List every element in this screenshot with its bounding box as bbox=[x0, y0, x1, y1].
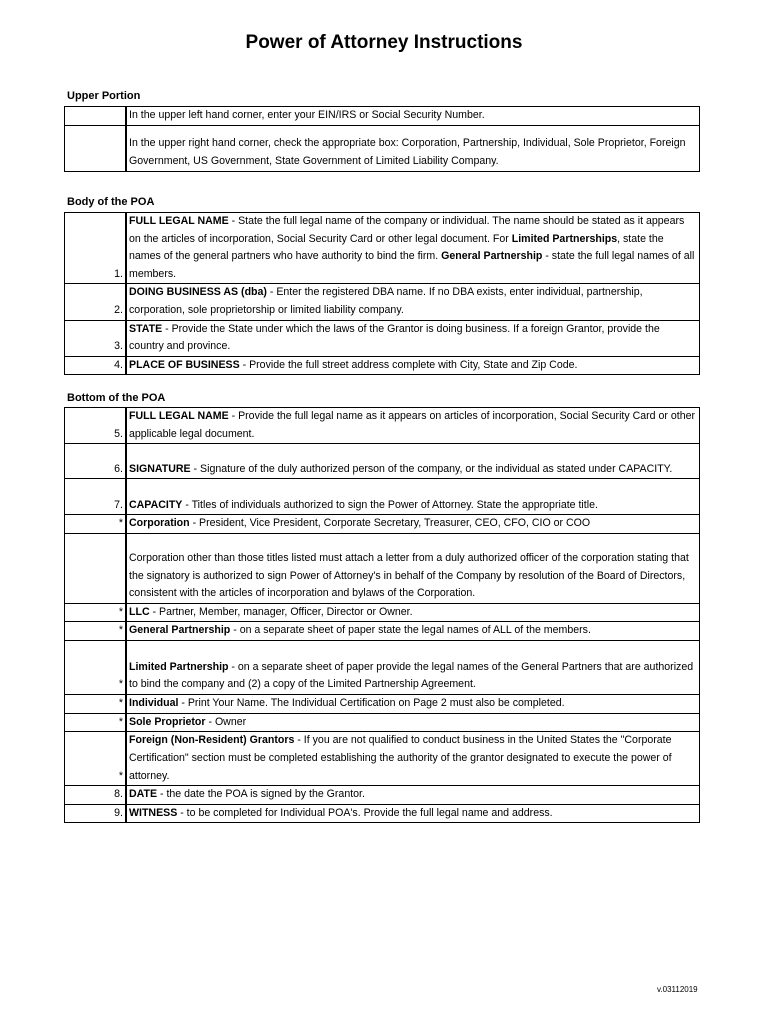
row-text bbox=[126, 603, 700, 622]
section-label-bottom: Bottom of the POA bbox=[67, 392, 166, 404]
bold-term: CAPACITY bbox=[129, 498, 183, 511]
bold-term: FULL LEGAL NAME bbox=[129, 410, 229, 422]
bold-term: General Partnership bbox=[441, 250, 543, 263]
bold-term: General Partnership bbox=[129, 624, 231, 637]
text-span: - the date the POA is signed by the Grantor. bbox=[157, 788, 365, 801]
table-row bbox=[65, 533, 700, 603]
table-row bbox=[65, 786, 700, 805]
table-row bbox=[65, 444, 700, 479]
row-number: 3. bbox=[65, 320, 127, 356]
text-span: - Provide the full street address complete with City, State and Zip Code. bbox=[239, 358, 578, 371]
table-row bbox=[65, 732, 700, 786]
bold-term: Limited Partnerships bbox=[511, 232, 618, 245]
text-span: In the upper left hand corner, enter your EIN/IRS or Social Security Number. bbox=[129, 109, 485, 121]
upper-portion-table bbox=[64, 106, 700, 172]
row-text bbox=[126, 515, 700, 534]
row-number: * bbox=[65, 640, 127, 694]
row-number: 7. bbox=[65, 479, 127, 515]
text-span: - If you are not qualified to conduct business in the United States the "Corporate Certification" section must be completed establishing the authority of the grantor designated to execute the power of attorney. bbox=[129, 734, 672, 782]
bottom-table bbox=[64, 407, 700, 823]
bold-term: SIGNATURE bbox=[129, 462, 191, 475]
row-text bbox=[126, 786, 700, 805]
text-span: - on a separate sheet of paper state the legal names of ALL of the members. bbox=[230, 624, 591, 637]
text-span: - on a separate sheet of paper provide the legal names of the General Partners that are authorized to bind the company and (2) a copy of the Limited Partnership Agreement. bbox=[129, 660, 694, 691]
bold-term: PLACE OF BUSINESS bbox=[129, 358, 240, 371]
bold-term: FULL LEGAL NAME bbox=[129, 215, 229, 227]
row-text bbox=[126, 640, 700, 694]
row-text bbox=[126, 408, 700, 444]
table-row bbox=[65, 479, 700, 515]
row-number: * bbox=[65, 603, 127, 622]
page-title: Power of Attorney Instructions bbox=[245, 32, 523, 53]
text-span: - State the full legal name of the company or individual. The name should be stated as it appears on the articles of incorporation, Social Security Card or other legal document. For bbox=[129, 215, 685, 245]
table-row bbox=[65, 320, 700, 356]
text-span: - Partner, Member, manager, Officer, Director or Owner. bbox=[149, 605, 413, 618]
text-span: - Enter the registered DBA name. If no DBA exists, enter individual, partnership, corporation, sole proprietorship or limited liability company. bbox=[129, 286, 643, 316]
table-row bbox=[65, 640, 700, 694]
row-number bbox=[65, 533, 127, 603]
row-text bbox=[126, 713, 700, 732]
text-span: - President, Vice President, Corporate Secretary, Treasurer, CEO, CFO, CIO or COO bbox=[189, 517, 591, 530]
row-text bbox=[126, 804, 700, 823]
row-number: 4. bbox=[65, 356, 127, 375]
row-number: * bbox=[65, 694, 127, 713]
row-number: * bbox=[65, 515, 127, 534]
bold-term: Sole Proprietor bbox=[129, 715, 206, 728]
table-row bbox=[65, 107, 700, 126]
row-number: * bbox=[65, 713, 127, 732]
row-number bbox=[65, 107, 127, 126]
row-number: 8. bbox=[65, 786, 127, 805]
bold-term: DOING BUSINESS AS (dba) bbox=[129, 286, 267, 299]
row-text bbox=[126, 622, 700, 641]
row-number: 2. bbox=[65, 284, 127, 320]
row-text bbox=[126, 213, 700, 284]
bold-term: WITNESS bbox=[129, 806, 178, 819]
row-text bbox=[126, 444, 700, 479]
table-row bbox=[65, 356, 700, 375]
table-row bbox=[65, 713, 700, 732]
table-row bbox=[65, 515, 700, 534]
bold-term: Individual bbox=[129, 696, 179, 709]
row-number: 1. bbox=[65, 213, 127, 284]
row-text bbox=[126, 732, 700, 786]
section-label-upper: Upper Portion bbox=[67, 90, 141, 102]
text-span: - Print Your Name. The Individual Certification on Page 2 must also be completed. bbox=[178, 696, 565, 709]
row-number: * bbox=[65, 732, 127, 786]
text-span: - Provide the State under which the laws of the Grantor is doing business. If a foreign Grantor, provide the country and province. bbox=[129, 322, 660, 353]
table-row bbox=[65, 284, 700, 320]
table-row bbox=[65, 622, 700, 641]
table-row bbox=[65, 603, 700, 622]
row-text bbox=[126, 284, 700, 320]
row-text bbox=[126, 356, 700, 375]
text-span: In the upper right hand corner, check the appropriate box: Corporation, Partnership, Individual, Sole Proprietor, Foreign Government, US Government, State Government of Limited Liability Company. bbox=[129, 137, 686, 167]
row-text bbox=[126, 107, 700, 126]
bold-term: DATE bbox=[129, 788, 158, 801]
row-text bbox=[126, 533, 700, 603]
bold-term: Foreign (Non-Resident) Grantors bbox=[129, 734, 295, 747]
row-number: 5. bbox=[65, 408, 127, 444]
text-span: - Titles of individuals authorized to sign the Power of Attorney. State the appropriate title. bbox=[182, 498, 598, 511]
row-text bbox=[126, 320, 700, 356]
table-row bbox=[65, 804, 700, 823]
bold-term: Corporation bbox=[129, 517, 190, 530]
bold-term: LLC bbox=[129, 605, 150, 618]
text-span: - to be completed for Individual POA's. Provide the full legal name and address. bbox=[177, 806, 553, 819]
table-row bbox=[65, 125, 700, 171]
text-span: Corporation other than those titles listed must attach a letter from a duly authorized officer of the corporation stating that the signatory is authorized to sign Power of Attorney's in behalf of the Company by resolution of the Board of Directors, consistent with the articles of incorporation and bylaws of the Corporation. bbox=[129, 552, 689, 600]
text-span: , state the names of the general partners who have authority to bind the firm. bbox=[129, 232, 664, 263]
bold-term: STATE bbox=[129, 322, 163, 335]
bold-term: Limited Partnership bbox=[129, 660, 229, 673]
section-label-body: Body of the POA bbox=[67, 196, 155, 208]
row-text bbox=[126, 125, 700, 171]
row-text bbox=[126, 479, 700, 515]
text-span: - Provide the full legal name as it appears on articles of incorporation, Social Security Card or other applicable legal document. bbox=[129, 410, 696, 440]
body-table bbox=[64, 212, 700, 375]
table-row bbox=[65, 408, 700, 444]
text-span: - state the full legal names of all members. bbox=[129, 250, 695, 280]
row-number bbox=[65, 125, 127, 171]
text-span: - Owner bbox=[205, 715, 247, 728]
row-number: * bbox=[65, 622, 127, 641]
row-text bbox=[126, 694, 700, 713]
row-number: 6. bbox=[65, 444, 127, 479]
version-stamp: v.03112019 bbox=[657, 985, 698, 994]
table-row bbox=[65, 213, 700, 284]
table-row bbox=[65, 694, 700, 713]
text-span: - Signature of the duly authorized person of the company, or the individual as stated under CAPACITY. bbox=[190, 462, 673, 475]
row-number: 9. bbox=[65, 804, 127, 823]
